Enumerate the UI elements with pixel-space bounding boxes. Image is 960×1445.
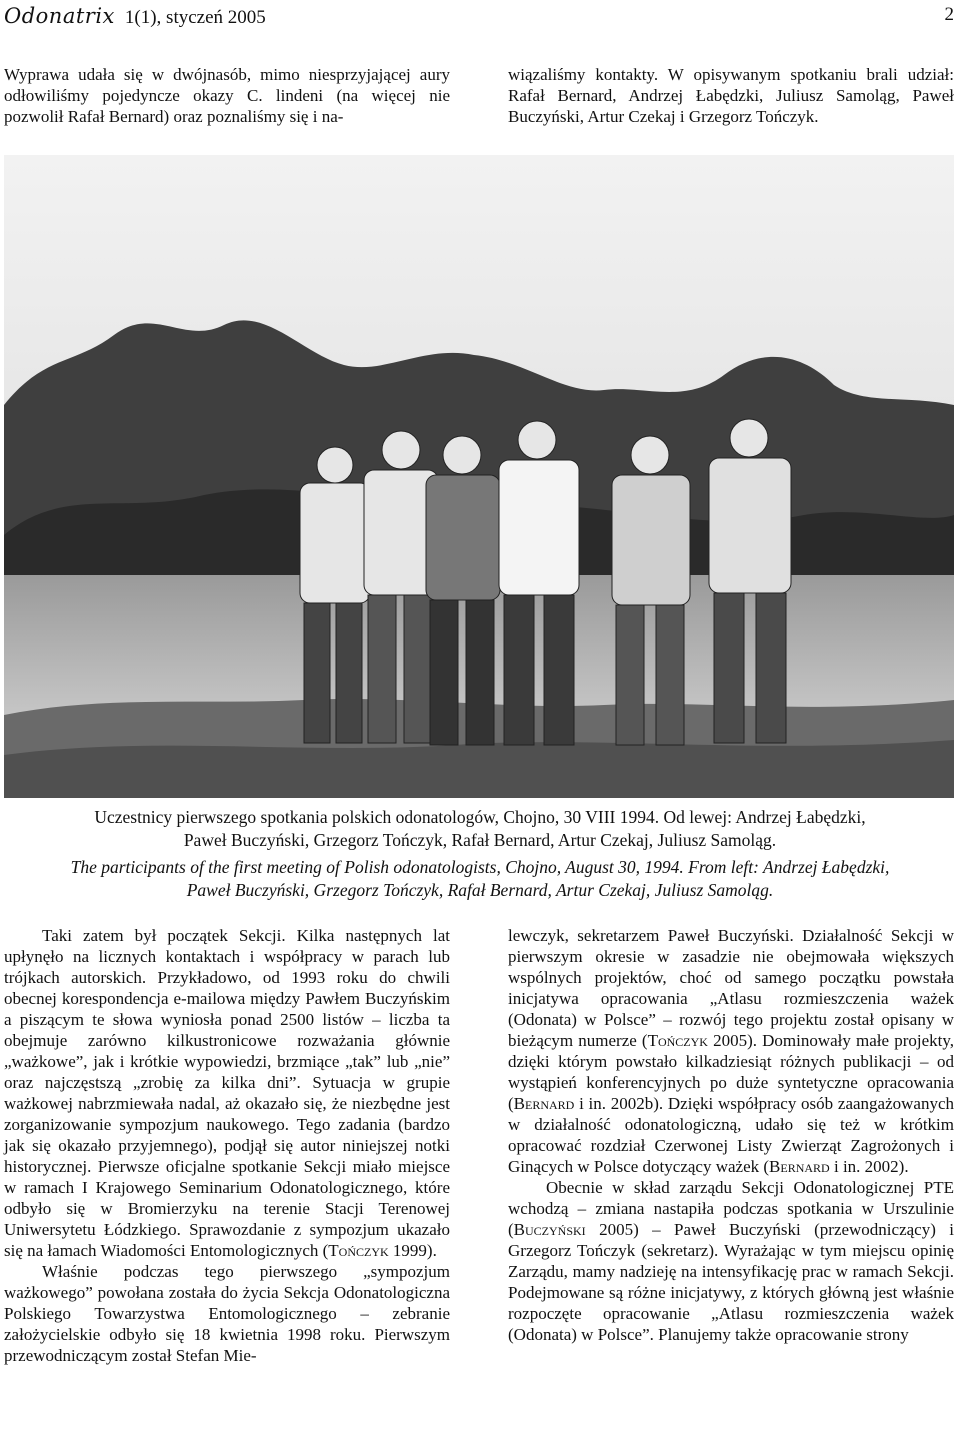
citation-bernard-2002: Bernard — [769, 1157, 830, 1176]
text-run: Obecnie w skład zarządu Sekcji Odonatologicznej PTE wchodzą – zmiana nastapiła podczas spotkania w Urszulinie ( — [508, 1178, 954, 1239]
citation-tonczyk-2005: Tończyk — [647, 1031, 708, 1050]
text-run: 2005). Dominowały małe projekty, dzięki którym powstało kilkadziesiąt różnych publikacji – od wystąpień konferencyjnych po duże syntetyczne opracowania ( — [508, 1031, 955, 1113]
body-left-paragraph-2: Właśnie podczas tego pierwszego „sympozjum ważkowego” powołana została do życia Sekcja Odonatologiczna Polskiego Towarzystwa Entomologicznego – zebranie założycielskie odbyło się 18 kwietnia 1998 roku. Pierwszym przewodniczącym został Stefan Mie- — [4, 1262, 450, 1365]
body-right-paragraph-2 — [508, 1177, 954, 1345]
caption-en-line-2: Paweł Buczyński, Grzegorz Tończyk, Rafał Bernard, Artur Czekaj, Juliusz Samoląg. — [186, 880, 774, 900]
citation-bernard-2002b: Bernard — [513, 1094, 575, 1113]
body-right-paragraph-1 — [508, 925, 954, 1177]
photo-caption-english — [10, 856, 950, 902]
caption-pl-line-1: Uczestnicy pierwszego spotkania polskich odonatologów, Chojno, 30 VIII 1994. Od lewej: Andrzej Łabędzki, — [94, 807, 866, 827]
text-run: lewczyk, sekretarzem Paweł Buczyński. Działalność Sekcji w pierwszym okresie w zasadzie nie obejmowała większych wspólnych projektów, choć od samego początku powstała inicjatywa opracowania „Atlasu rozmieszczenia ważek (Odonata) w Polsce” – rozwój tego projektu został opisany w bieżącym numerze ( — [508, 926, 954, 1050]
text-run: i in. 2002). — [829, 1157, 909, 1176]
text-run: i in. 2002b). Dzięki współpracy osób zaangażowanych w działalność odonatologiczną, udało się też w krótkim opracować rozdział Czerwonej Listy Zwierząt Zagrożonych i Ginących w Polsce dotyczący ważek ( — [508, 1094, 954, 1176]
photo-caption-polish — [10, 806, 950, 852]
intro-right-text: wiązaliśmy kontakty. W opisywanym spotkaniu brali udział: Rafał Bernard, Andrzej Łabędzki, Juliusz Samoląg, Paweł Buczyński, Artur Czekaj i Grzegorz Tończyk. — [508, 65, 954, 126]
intro-right-column — [508, 64, 954, 127]
body-right-column — [508, 925, 954, 1345]
group-photo — [4, 155, 954, 798]
intro-left-column — [4, 64, 450, 127]
body-left-paragraph-1 — [4, 925, 450, 1261]
citation-tonczyk-1999: Tończyk — [328, 1241, 389, 1260]
journal-title: Odonatrix — [4, 4, 115, 28]
caption-pl-line-2: Paweł Buczyński, Grzegorz Tończyk, Rafał Bernard, Artur Czekaj, Juliusz Samoląg. — [183, 830, 777, 850]
text-run: Taki zatem był początek Sekcji. Kilka następnych lat upłynęło na licznych kontaktach i współpracy w parach lub trójkach autorskich. Przykładowo, od 1993 roku do chwili obecnej korespondencja e-mailowa między Pawłem Buczyńskim a piszącym te słowa wyniosła ponad 2500 listów – liczba ta obejmuje zarówno kilkustronicowe rozważania głównie „ważkowe”, jak i krótkie wypowiedzi, brzmiące „tak” lub „nie” oraz najczęstszą „zrobię za kilka dni”. Sytuacja w grupie ważkowej nabrzmiewała nadal, aż okazało się, że niezbędne jest zorganizowanie sympozjum naukowego. Tego zadania (bardzo jak się okazało przyjemnego), podjął się autor niniejszej notki historycznej. Pierwsze oficjalne spotkanie Sekcji miało miejsce w ramach I Krajowego Seminarium Odonatologicznego, które odbyło się w Bromierzyku na terenie Stacji Terenowej Uniwersytetu Łódzkiego. Sprawozdanie z sympozjum ukazało się na łamach Wiadomości Entomologicznych ( — [4, 926, 450, 1260]
text-run: 2005) – Paweł Buczyński (przewodniczący) i Grzegorz Tończyk (sekretarz). Wyrażając w tym miejscu opinię Zarządu, mamy nadzieję na intensyfikację prac w ramach Sekcji. Podejmowane są różne inicjatywy, z których główną jest właśnie rozpoczęte opracowanie „Atlasu rozmieszczenia ważek (Odonata) w Polsce”. Planujemy także opracowanie strony — [508, 1220, 954, 1344]
issue-info: 1(1), styczeń 2005 — [124, 7, 266, 28]
page-header — [4, 4, 954, 28]
intro-left-text: Wyprawa udała się w dwójnasób, mimo niesprzyjającej aury odłowiliśmy pojedyncze okazy C. lindeni (na więcej nie pozwolił Rafał Bernard) oraz poznaliśmy się i na- — [4, 65, 450, 126]
caption-en-line-1: The participants of the first meeting of Polish odonatologists, Chojno, August 30, 1994. From left: Andrzej Łabędzki, — [70, 857, 890, 877]
text-run: 1999). — [388, 1241, 437, 1260]
citation-buczynski-2005: Buczyński — [513, 1220, 586, 1239]
page-number: 2 — [944, 4, 954, 25]
group-photo-illustration — [4, 155, 954, 798]
body-left-column — [4, 925, 450, 1366]
